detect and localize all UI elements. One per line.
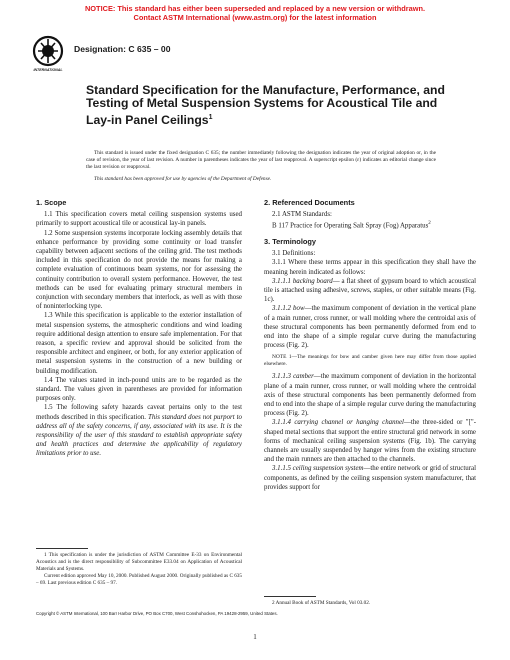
page-number: 1 [253,633,257,641]
approval-statement: This standard has been approved for use by agencies of the Department of Defense. [94,175,272,182]
notice-line-2: Contact ASTM International (www.astm.org) for the latest information [133,13,377,22]
para-1-5 [36,403,242,458]
para-3-1: 3.1 Definitions: [272,250,316,258]
safety-caveat: This standard does not purport to address all of the safety concerns, if any, associated with its use. It is the responsibility of the user of this standard to establish appropriate safety and health practices and determine the applicability of regulatory limitations prior to use. [36,413,242,458]
note-1: NOTE 1—The meanings for bow and camber given here may differ from those applied elsewhere. [264,354,476,368]
title-footnote-mark: 1 [208,113,213,121]
footnote-divider [36,548,88,549]
term-carrying-channel: 3.1.1.4 carrying channel or hanging channel [272,419,404,427]
term-camber: 3.1.1.3 camber [272,373,314,381]
logo-label: INTERNATIONAL [33,68,63,72]
right-column [264,198,476,492]
section-referenced-documents-heading: 2. Referenced Documents [264,198,355,207]
section-scope-heading: 1. Scope [36,198,67,207]
footnotes-right [264,596,476,607]
def-ceiling-suspension-system-text: —the entire network or grid of structural components, as defined by the ceiling suspension system manufacturer, that provides support for [264,465,476,491]
term-bow: 3.1.1.2 bow [272,305,305,313]
footnote-2: 2 Annual Book of ASTM Standards, Vol 03.02. [272,600,371,606]
def-bow-text: —the maximum component of deviation in the vertical plane of a main runner, cross runner, or wall molding where the centroidal axis of these structural components has been permanently deformed from end to end into the shape of a simple regular curve during the manufacturing process (Fig. 2). [264,305,476,350]
ref-b117 [264,219,476,231]
document-title [86,84,446,127]
para-1-2: 1.2 Some suspension systems incorporate locking assembly details that enhance performance by providing some continuity or load transfer capability between adjacent sections of the ceiling grid. The test methods included in this specification do not provide the means for making a complete evaluation of continuous beam systems, nor for assessing the continuity contribution to overall system performance. However, the test methods can be used for evaluating primary structural members in conjunction with secondary members that interlock, as well as with those of noninterlocking type. [36,229,242,311]
issuance-statement: This standard is issued under the fixed designation C 635; the number immediately following the designation indicates the year of original adoption or, in the case of revision, the year of last revision. A number in parentheses indicates the year of last reapproval. A superscript epsilon (ε) indicates an editorial change since the last revision or reapproval. [86,150,436,171]
withdrawal-notice [0,4,510,22]
para-1-4: 1.4 The values stated in inch-pound units are to be regarded as the standard. The values given in parentheses are provided for information purposes only. [36,376,242,403]
footnotes-left [36,548,242,587]
ref-b117-mark: 2 [428,221,431,227]
footnote-1-edition: Current edition approved May 10, 2000. Published August 2000. Originally published as C 635 – 69. Last previous edition C 635 – 97. [36,573,242,586]
astm-logo [30,34,66,76]
def-backing-board [264,277,476,305]
ref-b117-text: B 117 Practice for Operating Salt Spray (Fog) Apparatus [272,222,429,230]
footnote-divider-right [264,596,316,597]
def-carrying-channel-text: —the three-sided or "["-shaped metal sections that support the entire structural grid network in some forms of mechanical ceiling suspension systems (Fig. 1b). The carrying channels are usually suspended by hanger wires from the existing structure and the main runners are then attached to the channels. [264,419,476,464]
def-bow [264,304,476,350]
para-1-3: 1.3 While this specification is applicable to the exterior installation of metal suspension systems, the atmospheric conditions and wind loading require additional design attention to ensure safe implementation. For that reason, a specific review and approval should be solicited from the responsible architect and engineer, or both, for any exterior application of metal suspension systems in the construction of a new building or building modification. [36,312,242,375]
def-ceiling-suspension-system [264,464,476,492]
def-camber [264,372,476,418]
intro-block [86,150,436,186]
para-3-1-1: 3.1.1 Where these terms appear in this specification they shall have the meaning herein indicated as follows: [264,259,476,276]
footnote-1: 1 This specification is under the jurisdiction of ASTM Committee E-33 on Environmental Acoustics and is the direct responsibility of Subcommittee E33.04 on Application of Acoustical Materials and Systems. [36,552,242,572]
designation: Designation: C 635 – 00 [74,44,171,54]
def-backing-board-text: — a flat sheet of gypsum board to which acoustical tile is attached using adhesive, screws, staples, or other suitable means (Fig. 1c). [264,277,477,304]
term-ceiling-suspension-system: 3.1.1.5 ceiling suspension system [272,465,364,473]
copyright-line: Copyright © ASTM International, 100 Barr Harbor Drive, PO Box C700, West Conshohocken, PA 19428-2959, United States. [36,611,278,616]
left-column [36,198,242,459]
notice-line-1: NOTICE: This standard has either been superseded and replaced by a new version or withdrawn. [84,4,426,13]
para-1-5-text: 1.5 The following safety hazards caveat pertains only to the test methods described in this specification. [36,404,242,421]
para-1-1: 1.1 This specification covers metal ceiling suspension systems used primarily to support acoustical tile or acoustical lay-in panels. [36,211,242,228]
title-text: Standard Specification for the Manufacture, Performance, and Testing of Metal Suspension Systems for Acoustical Tile and Lay-in Panel Ceilings [86,83,445,127]
section-terminology-heading: 3. Terminology [264,236,317,246]
def-camber-text: —the maximum component of deviation in the horizontal plane of a main runner, cross runner, or wall molding where the centroidal axis of these structural components has been permanently deformed from end to end into the shape of a simple regular curve during the manufacturing process (Fig. 2). [264,373,476,418]
term-backing-board: 3.1.1.1 backing board [272,277,333,285]
para-2-1: 2.1 ASTM Standards: [272,211,332,219]
def-carrying-channel [264,418,476,464]
